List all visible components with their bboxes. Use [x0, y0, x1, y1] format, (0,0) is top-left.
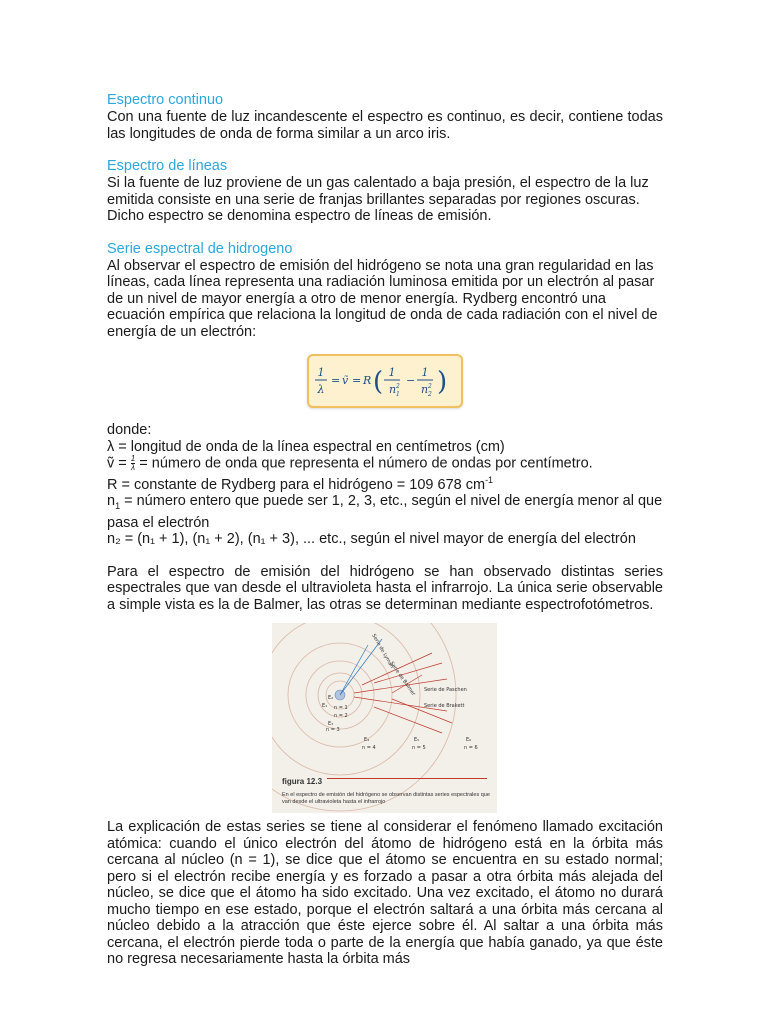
svg-text:2: 2 — [428, 391, 432, 398]
definitions-intro: donde: — [107, 422, 152, 438]
svg-text:1: 1 — [388, 366, 396, 379]
label-e1: E₁ — [322, 703, 328, 710]
wavenumber-text: = número de onda que representa el número de ondas por centímetro. — [135, 455, 593, 472]
label-n2: n = 2 — [334, 713, 348, 720]
label-lyman: Serie de Lyman — [370, 633, 395, 670]
svg-text:1: 1 — [396, 391, 400, 398]
heading-espectro-lineas: Espectro de líneas — [107, 158, 228, 174]
document-page — [107, 92, 663, 968]
svg-text:1: 1 — [317, 366, 325, 379]
label-e2: E₂ — [328, 695, 334, 702]
svg-text:2: 2 — [396, 383, 400, 390]
fraction-denominator: λ — [131, 463, 135, 472]
fraction-numerator: 1 — [130, 454, 136, 463]
rydberg-equation — [307, 354, 463, 408]
svg-text:(: ( — [373, 367, 384, 397]
svg-text:−: − — [406, 374, 416, 387]
label-n4: n = 4 — [362, 745, 376, 752]
definition-n1 — [107, 493, 663, 531]
svg-text:=: = — [352, 374, 362, 387]
svg-text:=: = — [331, 374, 341, 387]
label-e4: E₄ — [364, 737, 370, 744]
heading-espectro-continuo: Espectro continuo — [107, 92, 224, 108]
label-e5: E₅ — [414, 737, 420, 744]
hydrogen-spectrum-figure — [272, 623, 497, 813]
paragraph-serie-hidrogeno: Al observar el espectro de emisión del hidrógeno se nota una gran regularidad en las líneas, cada línea representa una radiación luminosa emitida por un electrón al pasar de un nivel de mayor energía a otro de menor energía. Rydberg encontró una ecuación empírica que relaciona la longitud de onda de cada radiación con el nivel de energía de un electrón: — [107, 257, 658, 340]
label-e6: E₆ — [466, 737, 472, 744]
definition-rydberg — [107, 472, 663, 493]
n1-subscript: 1 — [115, 501, 121, 512]
svg-text:1: 1 — [421, 366, 429, 379]
label-brakett: Serie de Brakett — [424, 703, 465, 710]
svg-text:2: 2 — [428, 383, 432, 390]
paragraph-excitation: La explicación de estas series se tiene al considerar el fenómeno llamado excitación atómica: cuando el único electrón del átomo de hidrógeno está en la órbita más cercana al núcleo (n = 1), se dice que el átomo se encuentra en su estado normal; pero si el electrón recibe energía y es forzado a pasar a otra órbita más alejada del núcleo, se dice que el átomo ha sido excitado. Una vez excitado, el átomo no durará mucho tiempo en ese estado, porque el electrón saltará a una órbita más cercana al núcleo debido a la atracción que éste ejerce sobre él. Al saltar a una órbita más cercana, el electrón pierde toda o parte de la energía que había ganado, ya que éste no regresa necesariamente hasta la órbita más — [107, 819, 663, 968]
figure-caption: En el espectro de emisión del hidrógeno se observan distintas series espectrales que van desde el ultravioleta hasta el infrarrojo — [282, 792, 490, 806]
caption-rule — [327, 778, 487, 779]
label-n6: n = 6 — [464, 745, 478, 752]
svg-text:n: n — [389, 383, 397, 396]
label-n3: n = 3 — [326, 727, 340, 734]
rydberg-equation-graphic — [309, 356, 461, 406]
svg-text:): ) — [437, 367, 448, 397]
svg-text:λ: λ — [317, 383, 325, 396]
paragraph-espectro-lineas: Si la fuente de luz proviene de un gas calentado a baja presión, el espectro de la luz emitida consiste en una serie de franjas brillantes separadas por regiones oscuras. Dicho espectro se denomina espectro de líneas de emisión. — [107, 175, 649, 224]
paragraph-series: Para el espectro de emisión del hidrógeno se han observado distintas series espectrales que van desde el ultravioleta hasta el infrarrojo. La única serie observable a simple vista es la de Balmer, las otras se determinan mediante espectrofotómetros. — [107, 563, 663, 613]
definition-wavenumber — [107, 455, 663, 472]
label-e3: E₃ — [328, 721, 334, 728]
n1-text: = número entero que puede ser 1, 2, 3, etc., según el nivel de energía menor al que pasa el electrón — [107, 493, 663, 531]
rydberg-text: R = constante de Rydberg para el hidrógeno = 109 678 cm — [107, 476, 486, 493]
svg-text:n: n — [421, 383, 429, 396]
label-paschen: Serie de Paschen — [424, 687, 467, 694]
definition-lambda: λ = longitud de onda de la línea espectral en centímetros (cm) — [107, 438, 505, 455]
n1-symbol: n — [107, 493, 116, 510]
wavenumber-prefix: ṽ = — [107, 455, 131, 472]
definition-n2: n₂ = (n₁ + 1), (n₁ + 2), (n₁ + 3), ... etc., según el nivel mayor de energía del electrón — [107, 531, 636, 548]
svg-text:ṽ: ṽ — [342, 374, 349, 387]
label-n1: n = 1 — [334, 705, 348, 712]
label-balmer: Serie de Balmer — [388, 660, 417, 698]
label-n5: n = 5 — [412, 745, 426, 752]
rydberg-exponent: -1 — [485, 475, 494, 485]
figure-caption-block — [282, 771, 490, 806]
paragraph-espectro-continuo: Con una fuente de luz incandescente el espectro es continuo, es decir, contiene todas las longitudes de onda de forma similar a un arco iris. — [107, 109, 663, 142]
heading-serie-hidrogeno: Serie espectral de hidrogeno — [107, 240, 293, 257]
svg-text:R: R — [363, 374, 372, 387]
figure-label: figura 12.3 — [282, 777, 323, 787]
